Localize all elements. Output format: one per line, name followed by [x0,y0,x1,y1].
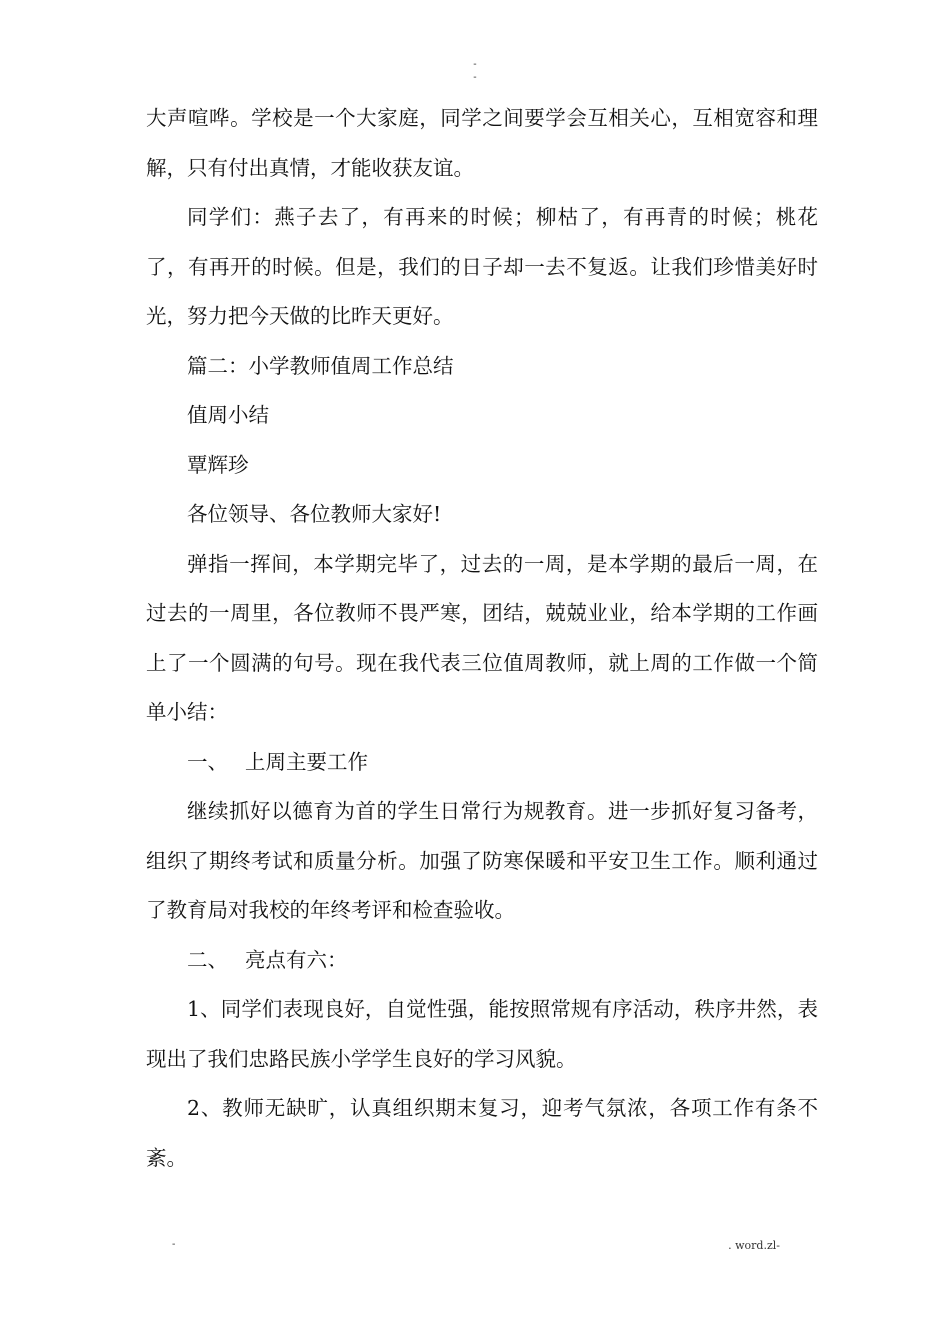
list-item-2: 2、教师无缺旷，认真组织期末复习，迎考气氛浓，各项工作有条不紊。 [146,1096,818,1170]
header-mark-top: - [473,59,477,70]
heading-highlights [146,936,818,986]
greeting: 各位领导、各位教师大家好! [187,502,442,526]
paragraph-continuation: 大声喧哗。学校是一个大家庭，同学之间要学会互相关心，互相宽容和理解，只有付出真情，才能收获友谊。 [146,106,818,180]
author-name: 覃辉珍 [187,452,249,477]
subtitle: 值周小结 [187,403,269,427]
heading-main-work [146,738,818,788]
header-mark-bottom: - [473,72,477,83]
heading-number: 一、 [187,749,228,774]
section-title: 篇二：小学教师值周工作总结 [187,353,454,378]
paragraph-intro: 弹指一挥间，本学期完毕了，过去的一周，是本学期的最后一周，在过去的一周里，各位教师不畏严寒，团结，兢兢业业，给本学期的工作画上了一个圆满的句号。现在我代表三位值周教师，就上周的工作做一个简单小结： [146,551,818,724]
paragraph-main-work: 继续抓好以德育为首的学生日常行为规教育。进一步抓好复习备考，组织了期终考试和质量分析。加强了防寒保暖和平安卫生工作。顺利通过了教育局对我校的年终考评和检查验收。 [146,799,818,922]
heading-number: 二、 [187,947,228,972]
footer-left: - [172,1239,176,1250]
heading-text: 上周主要工作 [245,749,368,774]
footer-right: . word.zl- [728,1239,780,1252]
document-body [146,94,818,1183]
heading-text: 亮点有六： [245,947,348,972]
paragraph-swallows: 同学们：燕子去了，有再来的时候；柳枯了，有再青的时候；桃花了，有再开的时候。但是，我们的日子却一去不复返。让我们珍惜美好时光，努力把今天做的比昨天更好。 [146,205,818,328]
list-item-1: 1、同学们表现良好，自觉性强，能按照常规有序活动，秩序井然，表现出了我们忠路民族小学学生良好的学习风貌。 [146,997,818,1071]
page-header [0,58,950,84]
